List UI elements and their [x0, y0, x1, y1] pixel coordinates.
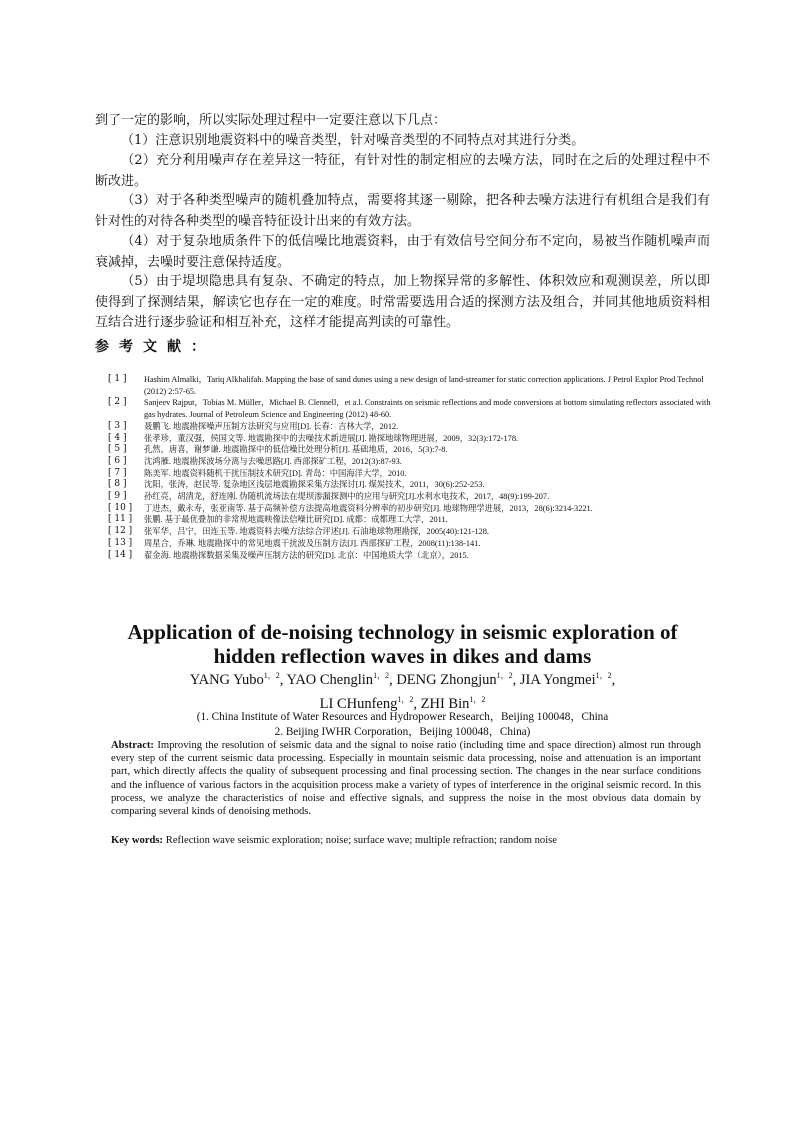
- reference-item: [108, 421, 712, 433]
- references-heading: 参考文献：: [95, 339, 215, 355]
- reference-text: 翟金海. 地震勘探数据采集及噪声压制方法的研究[D]. 北京：中国地质大学（北京），2015.: [144, 550, 469, 560]
- reference-text: 沈鸿雁. 地震勘探波场分离与去噪思路[J]. 西部探矿工程，2012(3):87-93.: [144, 456, 402, 466]
- reference-item: [108, 491, 712, 503]
- abstract-text: Improving the resolution of seismic data and the signal to noise ratio (including time and space direction) almost run through every step of the current seismic data processing. Especially in mountain seismic data processing, noise and attenuation is an important part, which directly affects the quality of subsequent processing and final processing section. The changes in the near surface conditions and the influence of various factors in the acquisition process make a variety of types of interference in the original seismic record. In this process, we analyze the characteristics of noise and effective signals, and suppress the noise in the most obvious data domain by comparing several kinds of denoising methods.: [111, 740, 701, 818]
- author-affiliation-mark: 1，2: [469, 694, 486, 704]
- body-paragraph-3: （3）对于各种类型噪声的随机叠加特点，需要将其逐一剔除，把各种去噪方法进行有机组合是我们有针对性的对待各种类型的噪音特征设计出来的有效方法。: [95, 193, 710, 229]
- english-title: [95, 620, 710, 668]
- author-affiliation-mark: 1，2: [496, 671, 513, 680]
- author-name: YANG Yubo: [189, 671, 264, 688]
- keywords-label: Key words:: [111, 835, 164, 846]
- body-paragraph-4: （4）对于复杂地质条件下的低信噪比地震资料，由于有效信号空间分布不定向，易被当作随机噪声而衰减掉，去噪时要注意保持适度。: [95, 234, 710, 270]
- author-separator: ,: [512, 671, 520, 688]
- reference-number: [ 2 ]: [108, 397, 127, 408]
- abstract-label: Abstract:: [111, 740, 154, 751]
- reference-text: 孙红亮，胡清龙，舒连刚. 伪随机流场法在堤坝渗漏探测中的应用与研究[J].水利水电技术，2017，48(9):199-207.: [144, 492, 550, 502]
- reference-item: [108, 433, 712, 445]
- reference-number: [ 12 ]: [108, 526, 133, 537]
- reference-item: [108, 468, 712, 480]
- reference-text: 陈美军. 地震资料随机干扰压制技术研究[D]. 青岛：中国海洋大学，2010.: [144, 468, 407, 478]
- reference-item: [108, 456, 712, 468]
- reference-item: [108, 397, 712, 420]
- reference-number: [ 13 ]: [108, 537, 133, 548]
- reference-number: [ 1 ]: [108, 374, 127, 384]
- reference-text: 丁进杰，戴永寿，张亚南等. 基于高频补偿方法提高地震资料分辨率的初步研究[J]. 地球物理学进展，2013，28(6):3214-3221.: [144, 503, 593, 513]
- affiliation-2: 2. Beijing IWHR Corporation，Beijing 100048，China): [274, 726, 531, 738]
- reference-text: Hashim Almalki，Tariq Alkhalifah. Mapping the base of sand dunes using a new design of land-streamer for static correction applications. J Petrol Explor Prod Technol (2012) 2:57-65.: [144, 375, 704, 396]
- author-separator: ,: [413, 695, 421, 712]
- keywords: [111, 834, 701, 847]
- reference-item: [108, 514, 712, 526]
- reference-text: 沈阳，张涛，赵民等. 复杂地区浅层地震勘探采集方法探讨[J]. 煤炭技术，2011，30(6):252-253.: [144, 480, 485, 490]
- reference-item: [108, 526, 712, 538]
- author-list: [95, 666, 710, 714]
- affiliation-1: (1. China Institute of Water Resources and Hydropower Research，Beijing 100048，China: [196, 711, 609, 723]
- abstract: [111, 739, 701, 818]
- author-name: LI CHunfeng: [319, 695, 398, 712]
- author-affiliation-mark: 1，2: [397, 694, 414, 704]
- body-paragraph-1: （1）注意识别地震资料中的噪音类型，针对噪音类型的不同特点对其进行分类。: [121, 133, 585, 148]
- body-paragraph-0: 到了一定的影响，所以实际处理过程中一定要注意以下几点：: [95, 113, 447, 128]
- author-name: JIA Yongmei: [519, 671, 596, 688]
- reference-text: 聂鹏飞. 地震勘探噪声压制方法研究与应用[D]. 长春：吉林大学，2012.: [144, 421, 399, 431]
- author-affiliation-mark: 1，2: [373, 671, 390, 680]
- body-paragraph-2: （2）充分利用噪声存在差异这一特征，有针对性的制定相应的去噪方法，同时在之后的处理过程中不断改进。: [95, 153, 710, 189]
- reference-number: [ 9 ]: [108, 491, 127, 502]
- reference-number: [ 7 ]: [108, 467, 127, 478]
- reference-item: [108, 550, 712, 562]
- reference-number: [ 11 ]: [108, 514, 133, 525]
- reference-item: [108, 503, 712, 515]
- reference-item: [108, 374, 712, 397]
- reference-text: Sanjeev Rajput，Tobias M. Müller，Michael B. Clennell，et a.l. Constraints on seismic reflections and mode conversions at bottom simulating reflectors associated with gas hydrates. Journal of Petroleum Science and Engineering (2012) 48-60.: [144, 398, 711, 420]
- reference-number: [ 14 ]: [108, 549, 133, 560]
- author-affiliation-mark: 1，2: [263, 671, 280, 680]
- reference-number: [ 5 ]: [108, 444, 127, 455]
- reference-text: 张鹏. 基于最优叠加的非常规地震映像法信噪比研究[D]. 成都：成都理工大学，2011.: [144, 515, 448, 525]
- reference-text: 周星合，乔琳. 地震勘探中的常见地震干扰波及压制方法[J]. 西部探矿工程，2008(11):138-141.: [144, 538, 481, 548]
- english-title-line-2: hidden reflection waves in dikes and dams: [213, 644, 592, 668]
- reference-text: 张孝珍，董汉强，侯国文等. 地震勘探中的去噪技术新进展[J]. 勘探地球物理进展，2009，32(3):172-178.: [144, 433, 519, 443]
- reference-number: [ 6 ]: [108, 455, 127, 466]
- reference-item: [108, 479, 712, 491]
- reference-number: [ 10 ]: [108, 502, 133, 513]
- body-paragraph-5: （5）由于堤坝隐患具有复杂、不确定的特点，加上物探异常的多解性、体积效应和观测误差，所以即使得到了探测结果，解读它也存在一定的难度。时常需要选用合适的探测方法及组合，并同其他地质资料相互结合进行逐步验证和相互补充，这样才能提高判读的可靠性。: [95, 274, 710, 330]
- reference-text: 孔然，唐喜，谢梦谦. 地震勘探中的低信噪比处理分析[J]. 基础地质，2016，5(3):7-8.: [144, 445, 448, 455]
- reference-item: [108, 444, 712, 456]
- reference-item: [108, 538, 712, 550]
- reference-number: [ 4 ]: [108, 432, 127, 443]
- reference-number: [ 8 ]: [108, 479, 127, 490]
- author-separator: ,: [611, 671, 616, 688]
- author-separator: ,: [279, 671, 287, 688]
- reference-list: [108, 374, 712, 561]
- author-affiliation-mark: 1，2: [595, 671, 612, 680]
- author-separator: ,: [389, 671, 397, 688]
- english-title-line-1: Application of de-noising technology in seismic exploration of: [127, 620, 678, 644]
- keywords-text: Reflection wave seismic exploration; noise; surface wave; multiple refraction; random noise: [165, 835, 557, 846]
- author-name: ZHI Bin: [420, 695, 470, 712]
- author-name: YAO Chenglin: [286, 671, 374, 688]
- reference-number: [ 3 ]: [108, 420, 127, 431]
- author-name: DENG Zhongjun: [396, 671, 497, 688]
- reference-text: 张军华，吕宁，田连玉等. 地震资料去噪方法综合评述[J]. 石油地球物理勘探，2005(40):121-128.: [144, 527, 490, 537]
